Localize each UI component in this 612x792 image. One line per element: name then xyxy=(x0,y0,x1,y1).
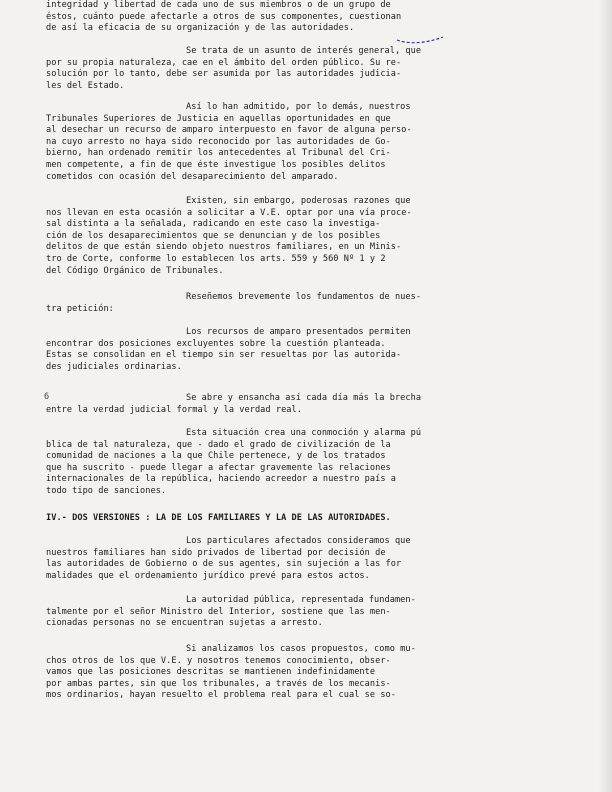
paragraph-line xyxy=(46,679,478,691)
paragraph xyxy=(46,102,478,183)
paragraph-line xyxy=(46,393,478,405)
paragraph-line xyxy=(46,69,478,81)
line-text: Si analizamos los casos propuestos, como mu- xyxy=(186,644,416,654)
line-text: Los recursos de amparo presentados permiten xyxy=(186,327,411,337)
section-heading xyxy=(46,513,478,525)
handwritten-pen-stroke xyxy=(395,34,447,46)
paragraph-line xyxy=(46,548,478,560)
paragraph-line xyxy=(46,428,478,440)
paragraph xyxy=(46,644,478,702)
line-text: IV.- DOS VERSIONES : LA DE LOS FAMILIARES Y LA DE LAS AUTORIDADES. xyxy=(46,513,391,523)
line-text: éstos, cuánto puede afectarle a otros de sus componentes, cuestionan xyxy=(46,11,402,22)
scan-edge-shadow xyxy=(598,0,612,792)
paragraph-line xyxy=(46,362,478,374)
line-text: integridad y libertad de cada uno de sus miembros o de un grupo de xyxy=(46,0,391,10)
paragraph-line xyxy=(46,339,478,351)
paragraph-line xyxy=(46,12,478,24)
paragraph xyxy=(46,292,478,315)
paragraph-line xyxy=(46,559,478,571)
line-text: Estas se consolidan en el tiempo sin ser resueltas por las autorida- xyxy=(46,350,402,361)
paragraph-line xyxy=(46,242,478,254)
paragraph-line xyxy=(46,148,478,160)
line-text: solución por lo tanto, debe ser asumida por las autoridades judicia- xyxy=(46,69,402,80)
paragraph-line xyxy=(46,219,478,231)
line-text: cometidos con ocasión del desaparecimiento del amparado. xyxy=(46,171,339,182)
line-text: por su propia naturaleza, cae en el ámbito del orden público. Su re- xyxy=(46,57,402,68)
paragraph-line xyxy=(46,451,478,463)
paragraph-line xyxy=(46,125,478,137)
line-text: bierno, han ordenado remitir los antecedentes al Tribunal del Cri- xyxy=(46,148,391,159)
line-text: Se trata de un asunto de interés general, que xyxy=(186,46,422,56)
line-text: talmente por el señor Ministro del Interior, sostiene que las men- xyxy=(46,606,391,617)
paragraph xyxy=(46,46,478,92)
line-text: internacionales de la república, haciendo acreedor a nuestro país a xyxy=(46,474,396,485)
line-text: malidades que el ordenamiento jurídico prevé para estos actos. xyxy=(46,570,370,581)
paragraph-line xyxy=(46,292,478,304)
paragraph xyxy=(46,196,478,277)
line-text: de así la eficacia de su organización y de las autoridades. xyxy=(46,23,355,34)
paragraph xyxy=(46,428,478,498)
paragraph-line xyxy=(46,58,478,70)
line-text: las autoridades de Gobierno o de sus agentes, sin sujeción a las for xyxy=(46,559,402,570)
paragraph-line xyxy=(46,405,478,417)
paragraph-line xyxy=(46,231,478,243)
paragraph-line xyxy=(46,656,478,668)
paragraph-line xyxy=(46,571,478,583)
line-text: na cuyo arresto no haya sido reconocido por las autoridades de Go- xyxy=(46,136,391,147)
paragraph xyxy=(46,536,478,582)
paragraph-line xyxy=(46,160,478,172)
paragraph-line xyxy=(46,81,478,93)
paragraph-line xyxy=(46,350,478,362)
paragraph xyxy=(46,327,478,373)
paragraph-line xyxy=(46,304,478,316)
line-text: men competente, a fin de que éste investigue los posibles delitos xyxy=(46,159,386,170)
line-text: vamos que las posiciones descritas se mantienen indefinidamente xyxy=(46,667,376,678)
line-text: comunidad de naciones a la que Chile pertenece, y de los tratados xyxy=(46,451,386,462)
paragraph-line xyxy=(46,254,478,266)
line-text: delitos de que están siendo objeto nuestros familiares, en un Minis- xyxy=(46,242,402,253)
paragraph-line xyxy=(46,595,478,607)
paragraph-line xyxy=(46,196,478,208)
line-text: Esta situación crea una conmoción y alarma pú xyxy=(186,428,422,438)
line-text: blica de tal naturaleza, que - dado el grado de civilización de la xyxy=(46,439,391,450)
line-text: tro de Corte, conforme lo establecen los arts. 559 y 560 Nº 1 y 2 xyxy=(46,253,386,264)
paragraph xyxy=(46,595,478,630)
paragraph-line xyxy=(46,690,478,702)
paragraph-line xyxy=(46,0,478,12)
line-text: cionadas personas no se encuentran sujetas a arresto. xyxy=(46,618,323,629)
line-text: todo tipo de sanciones. xyxy=(46,485,167,496)
paragraph-line xyxy=(46,114,478,126)
line-text: Así lo han admitido, por lo demás, nuestros xyxy=(186,102,411,112)
paragraph-line xyxy=(46,644,478,656)
line-text: nuestros familiares han sido privados de libertad por decisión de xyxy=(46,547,386,558)
paragraph-line xyxy=(46,137,478,149)
line-text: ción de los desaparecimientos que se denuncian y de los posibles xyxy=(46,230,381,241)
paragraph-line xyxy=(46,440,478,452)
line-text: chos otros de los que V.E. y nosotros tenemos conocimiento, obser- xyxy=(46,655,391,666)
paragraph-line xyxy=(46,23,478,35)
paragraph-line xyxy=(46,46,478,58)
paragraph-line xyxy=(46,513,478,525)
paragraph-line xyxy=(46,667,478,679)
line-text: Reseñemos brevemente los fundamentos de nues- xyxy=(186,292,422,302)
paragraph-line xyxy=(46,618,478,630)
paragraph-line xyxy=(46,536,478,548)
paragraph xyxy=(46,0,478,35)
line-text: entre la verdad judicial formal y la verdad real. xyxy=(46,404,302,415)
line-text: La autoridad pública, representada fundamen- xyxy=(186,595,416,605)
paragraph-line xyxy=(46,327,478,339)
line-text: nos llevan en esta ocasión a solicitar a V.E. optar por una vía proce- xyxy=(46,207,412,218)
line-text: Se abre y ensancha así cada día más la brecha xyxy=(186,393,422,403)
paragraph-line xyxy=(46,102,478,114)
line-text: por ambas partes, sin que los tribunales, a través de los mecanis- xyxy=(46,678,391,689)
line-text: les del Estado. xyxy=(46,80,125,91)
line-text: des judiciales ordinarias. xyxy=(46,361,182,372)
line-text: Existen, sin embargo, poderosas razones que xyxy=(186,196,411,206)
paragraph-line xyxy=(46,172,478,184)
line-text: mos ordinarios, hayan resuelto el problema real para el cual se so- xyxy=(46,690,396,701)
line-text: Tribunales Superiores de Justicia en aquellas oportunidades en que xyxy=(46,113,391,124)
paragraph-line xyxy=(46,266,478,278)
paragraph-line xyxy=(46,486,478,498)
margin-mark: 6 xyxy=(44,392,50,402)
paragraph xyxy=(46,393,478,416)
line-text: Los particulares afectados consideramos que xyxy=(186,536,411,546)
paragraph-line xyxy=(46,607,478,619)
line-text: encontrar dos posiciones excluyentes sobre la cuestión planteada. xyxy=(46,338,386,349)
line-text: del Código Orgánico de Tribunales. xyxy=(46,265,224,276)
line-text: al desechar un recurso de amparo interpuesto en favor de alguna perso- xyxy=(46,125,412,136)
paragraph-line xyxy=(46,463,478,475)
paragraph-line xyxy=(46,208,478,220)
line-text: tra petición: xyxy=(46,303,114,314)
paragraph-line xyxy=(46,474,478,486)
line-text: sal distinta a la señalada, radicando en este caso la investiga- xyxy=(46,219,381,230)
line-text: que ha suscrito - puede llegar a afectar gravemente las relaciones xyxy=(46,462,391,473)
